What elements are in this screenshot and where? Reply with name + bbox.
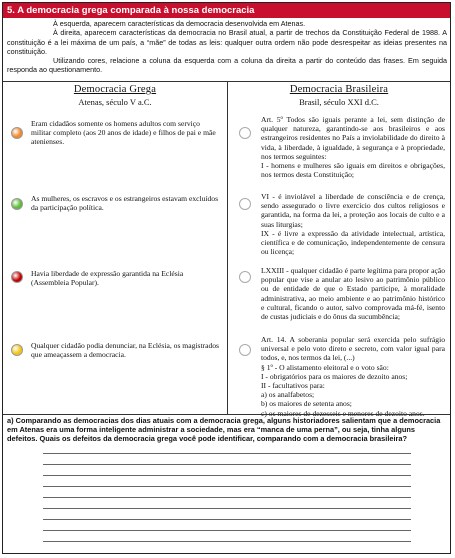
question-a: a) Comparando as democracias dos dias atuais com a democracia grega, alguns historiadores salientam que a democracia em Atenas era uma forma inteligente administrar a sociedade, mas era “manca de uma perna”, ou seja, tinha alguns defeitos. Quais os defeitos da democracia grega você pode identificar, comparando com a democracia brasileira? (3, 414, 450, 445)
brazil-item-3 (261, 266, 445, 321)
brazil-item-2 (261, 192, 445, 256)
greek-item-1: Eram cidadãos somente os homens adultos com serviço militar completo (aos 20 anos de idade) e filhos de pai e mãe atenienses. (31, 119, 216, 147)
greek-item-2: As mulheres, os escravos e os estrangeiros estavam excluídos da participação política. (31, 194, 219, 213)
greek-item-3: Havia liberdade de expressão garantida na Eclésia (Assembleia Popular). (31, 269, 184, 288)
answer-line[interactable] (43, 486, 411, 487)
brazil-item-4-line-1: Art. 14. A soberania popular será exercida pelo sufrágio universal e pelo voto direto e secreto, com valor igual para todos, e, nos termos da lei, (...) (261, 335, 445, 363)
answer-line[interactable] (43, 497, 411, 498)
answer-line[interactable] (43, 464, 411, 465)
answer-line[interactable] (43, 519, 411, 520)
answer-line[interactable] (43, 453, 411, 454)
greek-column-header (5, 84, 225, 107)
brazil-item-4-line-2: § 1º - O alistamento eleitoral e o voto são: (261, 362, 389, 372)
brazil-item-4 (261, 335, 445, 418)
brazil-item-3-line-1: LXXIII - qualquer cidadão é parte legítima para propor ação popular que vise a anular ato lesivo ao patrimônio público ou de entidade de que o Estado participe, à moralidade administrativa, ao meio ambiente e ao patrimônio histórico e cultural, ficando o autor, salvo comprovada má-fé, isento de custas judiciais e do ônus da sucumbência; (261, 266, 445, 322)
column-divider (227, 82, 228, 414)
brazil-item-4-line-7: c) os maiores de dezesseis e menores de dezoito anos. (261, 408, 425, 418)
brazil-item-4-line-3: I - obrigatórios para os maiores de dezoito anos; (261, 371, 408, 381)
answer-line[interactable] (43, 530, 411, 531)
greek-column-subtitle: Atenas, século V a.C. (78, 97, 152, 107)
intro-paragraph-1: À esquerda, aparecem características da democracia desenvolvida em Atenas. (53, 19, 306, 28)
answer-line[interactable] (43, 541, 411, 542)
color-marker-4[interactable] (11, 344, 23, 356)
brazil-item-4-line-5: a) os analfabetos; (261, 390, 315, 400)
brazil-item-4-line-4: II - facultativos para: (261, 381, 325, 391)
greek-column-title: Democracia Grega (73, 84, 157, 95)
match-circle-1[interactable] (239, 127, 251, 139)
answer-line[interactable] (43, 475, 411, 476)
brazil-item-2-line-2: IX - é livre a expressão da atividade intelectual, artística, científica e de comunicação, independentemente de censura ou licença; (261, 228, 445, 257)
greek-item-4: Qualquer cidadão podia denunciar, na Eclésia, os magistrados que ameaçassem a democracia. (31, 341, 219, 360)
color-marker-1[interactable] (11, 127, 23, 139)
match-circle-2[interactable] (239, 198, 251, 210)
color-marker-3[interactable] (11, 271, 23, 283)
brazil-column-subtitle: Brasil, século XXI d.C. (299, 97, 379, 107)
intro-paragraph-2: À direita, aparecem características da democracia no Brasil atual, a partir de trechos da Constituição Federal de 1988. A constituição é a lei máxima de um país, a “mãe” de todas as leis: qualquer outra ordem não pode desrespeitar as ideias presentes na constituição. (7, 28, 447, 56)
comparison-table (3, 81, 450, 418)
instructions (7, 19, 447, 75)
brazil-item-1 (261, 115, 445, 179)
brazil-column-header (229, 84, 449, 107)
match-circle-4[interactable] (239, 344, 251, 356)
section-header: 5. A democracia grega comparada à nossa democracia (3, 3, 450, 18)
brazil-item-1-line-1: Art. 5º Todos são iguais perante a lei, sem distinção de qualquer natureza, garantindo-se aos brasileiros e aos estrangeiros residentes no País a inviolabilidade do direito à vida, à liberdade, à igualdade, à segurança e à propriedade, nos termos seguintes: (261, 115, 445, 161)
match-circle-3[interactable] (239, 271, 251, 283)
color-marker-2[interactable] (11, 198, 23, 210)
brazil-item-4-line-6: b) os maiores de setenta anos; (261, 399, 352, 409)
brazil-item-2-line-1: VI - é inviolável a liberdade de consciência e de crença, sendo assegurado o livre exercício dos cultos religiosos e garantida, na forma da lei, a proteção aos locais de culto e a suas liturgias; (261, 192, 445, 229)
answer-line[interactable] (43, 508, 411, 509)
worksheet-page (2, 2, 451, 554)
brazil-column-title: Democracia Brasileira (289, 84, 389, 95)
brazil-item-1-line-2: I - homens e mulheres são iguais em direitos e obrigações, nos termos desta Constituição; (261, 161, 445, 180)
intro-paragraph-3: Utilizando cores, relacione a coluna da esquerda com a coluna da direita a partir do conteúdo das frases. Em seguida responda ao questionamento. (7, 56, 447, 75)
